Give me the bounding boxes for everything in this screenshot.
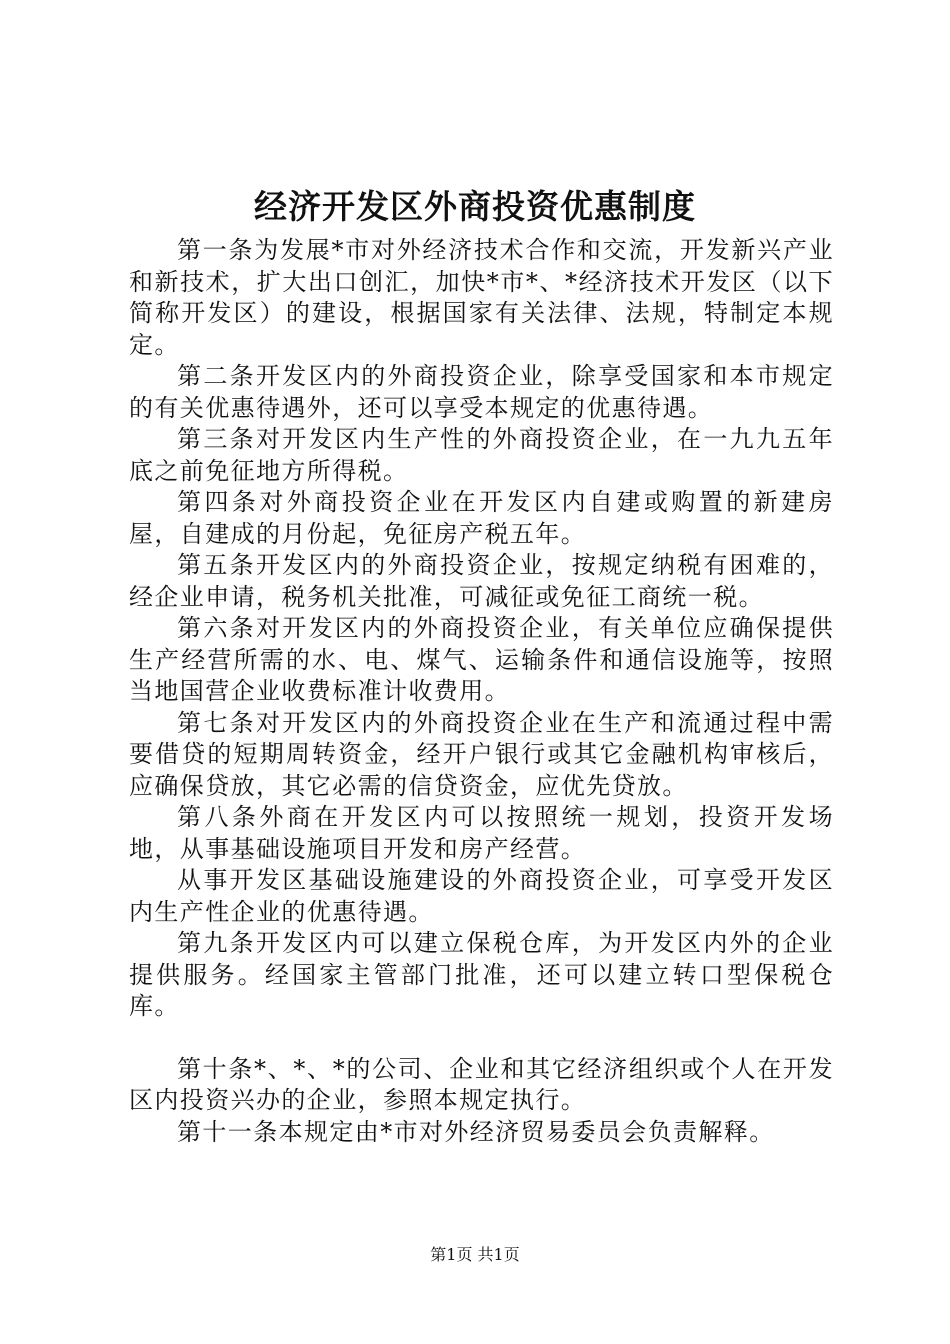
article-8: 第八条外商在开发区内可以按照统一规划，投资开发场地，从事基础设施项目开发和房产经营。 — [129, 803, 834, 863]
document-body — [129, 235, 834, 1148]
article-11: 第十一条本规定由*市对外经济贸易委员会负责解释。 — [177, 1117, 775, 1146]
article-6: 第六条对开发区内的外商投资企业，有关单位应确保提供生产经营所需的水、电、煤气、运输条件和通信设施等，按照当地国营企业收费标准计收费用。 — [129, 614, 834, 705]
article-9: 第九条开发区内可以建立保税仓库，为开发区内外的企业提供服务。经国家主管部门批准，还可以建立转口型保税仓库。 — [129, 929, 834, 1020]
article-5: 第五条开发区内的外商投资企业，按规定纳税有困难的，经企业申请，税务机关批准，可减征或免征工商统一税。 — [129, 551, 834, 611]
article-10: 第十条*、*、*的公司、企业和其它经济组织或个人在开发区内投资兴办的企业，参照本规定执行。 — [129, 1054, 834, 1114]
document-title: 经济开发区外商投资优惠制度 — [254, 187, 696, 226]
article-3: 第三条对开发区内生产性的外商投资企业，在一九九五年底之前免征地方所得税。 — [129, 425, 834, 485]
article-2: 第二条开发区内的外商投资企业，除享受国家和本市规定的有关优惠待遇外，还可以享受本规定的优惠待遇。 — [129, 362, 834, 422]
page-footer: 第1页 共1页 — [430, 1245, 520, 1264]
article-7: 第七条对开发区内的外商投资企业在生产和流通过程中需要借贷的短期周转资金，经开户银行或其它金融机构审核后，应确保贷放，其它必需的信贷资金，应优先贷放。 — [129, 708, 834, 800]
article-8-supplement: 从事开发区基础设施建设的外商投资企业，可享受开发区内生产性企业的优惠待遇。 — [129, 866, 834, 926]
article-4: 第四条对外商投资企业在开发区内自建或购置的新建房屋，自建成的月份起，免征房产税五年。 — [129, 488, 834, 548]
article-1: 第一条为发展*市对外经济技术合作和交流，开发新兴产业和新技术，扩大出口创汇，加快*市*、*经济技术开发区（以下简称开发区）的建设，根据国家有关法律、法规，特制定本规定。 — [129, 236, 834, 359]
